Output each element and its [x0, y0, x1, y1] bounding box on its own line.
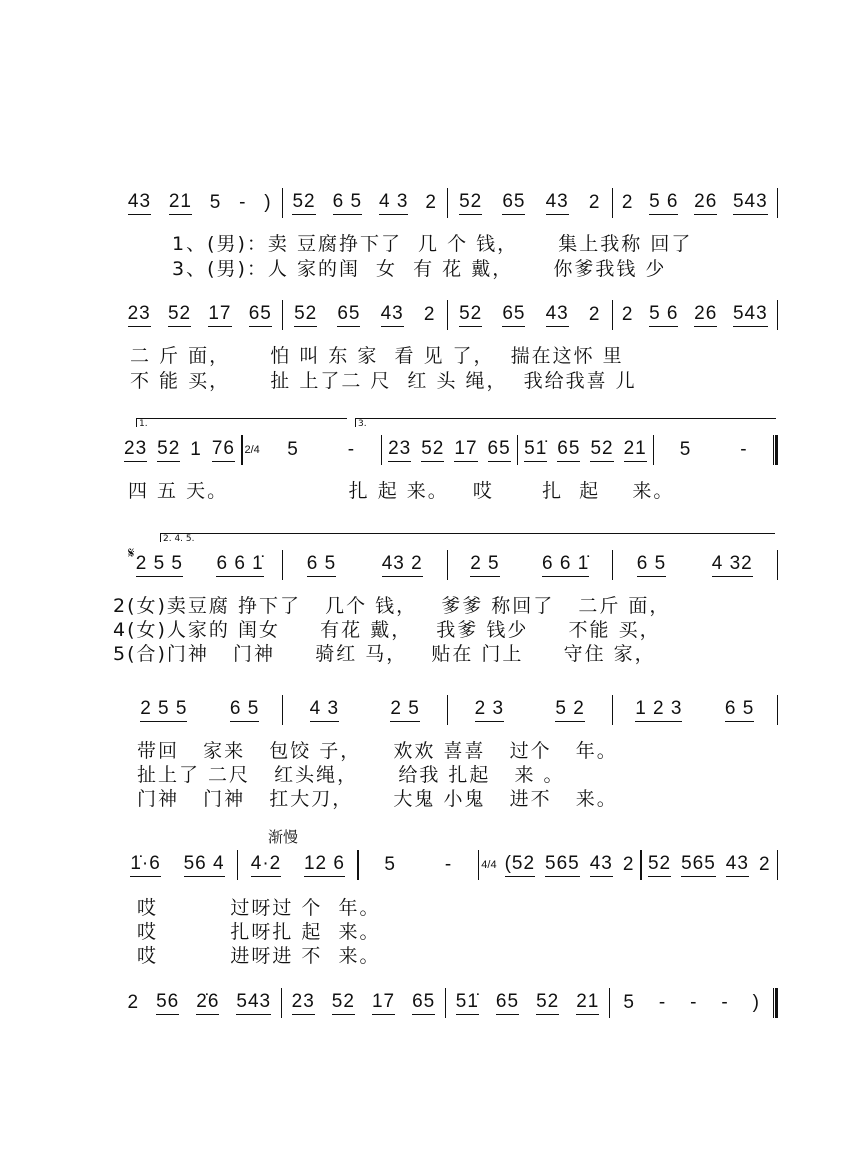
note-group: )	[264, 192, 272, 213]
lyric-line: 5(合)门神 门神 骑红 马， 贴在 门上 守住 家，	[113, 643, 656, 665]
lyrics-block-6	[137, 896, 380, 968]
barline	[777, 300, 779, 330]
note-group: 565	[545, 853, 580, 877]
measure	[610, 992, 773, 1014]
lyrics-block-5	[137, 739, 618, 811]
note-group: 52	[168, 303, 191, 327]
measure	[118, 438, 241, 462]
measure	[118, 698, 282, 722]
note-group: 52	[157, 438, 180, 462]
note-group: 2	[622, 854, 635, 875]
note-group: 65	[502, 191, 525, 215]
note-group: 21	[576, 991, 599, 1015]
note-group: 43	[546, 303, 569, 327]
note-group: 1	[190, 439, 202, 460]
notation-row	[118, 850, 778, 880]
note-group: 2 5 5	[140, 698, 187, 722]
note-group: 2 5 5	[136, 553, 183, 577]
note-group: 2	[621, 304, 634, 325]
note-group: 26	[694, 303, 717, 327]
barline	[241, 435, 243, 465]
volta-3: 3.	[355, 418, 776, 427]
notation-row	[118, 550, 778, 580]
note-group: 6 5	[333, 191, 362, 215]
lyric-line: 4(女)人家的 闺女 有花 戴， 我爹 钱少 不能 买，	[113, 619, 661, 641]
note-group: 5 6	[649, 303, 678, 327]
note-group: 2	[588, 192, 601, 213]
measure	[446, 991, 609, 1015]
measure	[642, 853, 777, 877]
barline	[777, 188, 779, 218]
lyric-line: 2(女)卖豆腐 挣下了 几个 钱， 爹爹 称回了 二斤 面，	[113, 595, 671, 617]
note-group: 26	[694, 191, 717, 215]
tempo-mark: 渐慢	[268, 828, 299, 846]
note-group: 5 6	[649, 191, 678, 215]
note-group: 6 5	[230, 698, 259, 722]
note-group: 2	[758, 854, 771, 875]
note-group: 5 2	[555, 698, 584, 722]
measure	[448, 698, 612, 722]
note-group: -	[347, 439, 356, 460]
lyric-line: 带回 家来 包饺 子， 欢欢 喜喜 过个 年。	[137, 740, 618, 762]
note-group: 52	[294, 303, 317, 327]
note-group: 65	[249, 303, 272, 327]
note-group: 543	[733, 191, 768, 215]
note-group: 23	[124, 438, 147, 462]
measure	[118, 853, 237, 877]
note-group: 5	[209, 192, 222, 213]
note-group: 23	[388, 438, 411, 462]
note-group: -	[690, 992, 698, 1013]
lyric-line: 四 五 天。 扎 起 来。 哎 扎 起 来。	[128, 480, 675, 502]
note-group: 52	[332, 991, 355, 1015]
lyrics-block-2	[130, 344, 637, 394]
note-group: )	[752, 992, 760, 1013]
note-group: 43	[590, 853, 613, 877]
note-group: 6 5	[725, 698, 754, 722]
measure	[448, 191, 612, 215]
note-group: 4 3	[310, 698, 339, 722]
measure	[448, 303, 612, 327]
note-group: 1̇·6	[130, 853, 160, 877]
lyrics-block-3	[128, 479, 674, 504]
note-group: 65	[496, 991, 519, 1015]
note-group: 52	[536, 991, 559, 1015]
time-signature: 4/4	[481, 858, 497, 871]
lyric-line: 哎 过呀过 个 年。	[137, 897, 381, 919]
note-group: 65	[337, 303, 360, 327]
volta-2-4-5: 2. 4. 5.	[160, 533, 775, 542]
lyric-line: 不 能 买， 扯 上了二 尺 红 头 绳， 我给我喜 儿	[130, 370, 637, 392]
measure	[282, 991, 445, 1015]
barline	[777, 850, 779, 880]
measure	[518, 438, 653, 462]
note-group: 17	[454, 438, 477, 462]
measure	[382, 438, 517, 462]
measure	[118, 991, 281, 1015]
lyric-line: 二 斤 面， 怕 叫 东 家 看 见 了， 揣在这怀 里	[130, 345, 624, 367]
note-group: -	[721, 992, 729, 1013]
note-group: 543	[236, 991, 271, 1015]
note-group: 65	[488, 438, 511, 462]
measure	[118, 303, 282, 327]
note-group: 65	[412, 991, 435, 1015]
note-group: 4 3	[379, 191, 408, 215]
note-group: -	[658, 992, 667, 1013]
note-group: 6 5	[307, 553, 336, 577]
note-group: 4·2	[251, 853, 281, 877]
lyric-line: 3、(男)：人 家的闺 女 有 花 戴， 你爹我钱 少	[172, 258, 667, 280]
note-group: 51̇	[456, 991, 479, 1015]
measure	[499, 853, 641, 877]
measure	[613, 553, 777, 577]
note-group: 76	[212, 438, 235, 462]
note-group: 5	[679, 439, 692, 460]
note-group: 2	[423, 304, 436, 325]
note-group: 56 4	[184, 853, 225, 877]
lyrics-block-4	[113, 594, 670, 666]
measure	[613, 191, 777, 215]
measure	[613, 698, 777, 722]
measure	[654, 439, 773, 461]
barline	[773, 435, 778, 465]
note-group: -	[444, 854, 453, 875]
segno-sign: 𝄋	[128, 544, 135, 562]
measure	[283, 191, 447, 215]
note-group: 23	[292, 991, 315, 1015]
note-group: 43	[128, 191, 151, 215]
barline	[773, 988, 778, 1018]
lyric-line: 门神 门神 扛大刀， 大鬼 小鬼 进不 来。	[137, 788, 618, 810]
measure	[613, 303, 777, 327]
note-group: 52	[421, 438, 444, 462]
note-group: -	[239, 192, 247, 213]
note-group: 56	[156, 991, 179, 1015]
note-group: 4 32	[712, 553, 753, 577]
notation-row	[118, 300, 778, 330]
note-group: 565	[681, 853, 716, 877]
time-signature: 2/4	[244, 443, 260, 456]
note-group: 5	[287, 439, 299, 460]
note-group: 2	[425, 192, 437, 213]
note-group: 43	[546, 191, 569, 215]
note-group: 52	[292, 191, 315, 215]
note-group: 2 5	[390, 698, 419, 722]
barline	[777, 550, 779, 580]
note-group: -	[740, 439, 748, 460]
note-group: 543	[733, 303, 768, 327]
note-group: 1 2 3	[635, 698, 682, 722]
notation-row	[118, 435, 778, 465]
note-group: 6 6 1̇	[216, 553, 263, 577]
measure	[283, 698, 447, 722]
note-group: 2	[588, 304, 601, 325]
note-group: 12 6	[304, 853, 345, 877]
lyric-line: 扯上了 二尺 红头绳， 给我 扎起 来 。	[137, 764, 565, 786]
measure	[262, 439, 381, 461]
barline	[478, 850, 480, 880]
note-group: 2 3	[475, 698, 504, 722]
notation-row	[118, 988, 778, 1018]
note-group: 6 5	[637, 553, 666, 577]
note-group: 17	[372, 991, 395, 1015]
measure	[283, 303, 447, 327]
note-group: 65	[557, 438, 580, 462]
note-group: 17	[208, 303, 231, 327]
measure	[283, 553, 447, 577]
note-group: 6 6 1̇	[542, 553, 589, 577]
measure	[238, 853, 357, 877]
measure	[118, 191, 282, 215]
note-group: 65	[502, 303, 525, 327]
barline	[777, 695, 779, 725]
measure	[359, 854, 478, 876]
note-group: 2	[127, 992, 140, 1013]
lyrics-block-1	[172, 232, 692, 282]
note-group: 52	[590, 438, 613, 462]
note-group: 2̇6	[196, 991, 219, 1015]
note-group: 5	[623, 992, 635, 1013]
volta-1: 1.	[136, 418, 347, 427]
note-group: 43 2	[382, 553, 423, 577]
note-group: 2	[621, 192, 634, 213]
notation-row	[118, 695, 778, 725]
lyric-line: 哎 进呀进 不 来。	[137, 945, 381, 967]
note-group: 23	[128, 303, 151, 327]
measure	[448, 553, 612, 577]
note-group: 5	[384, 854, 396, 875]
notation-row	[118, 188, 778, 218]
note-group: 21	[169, 191, 192, 215]
note-group: 43	[381, 303, 404, 327]
lyric-line: 哎 扎呀扎 起 来。	[137, 921, 381, 943]
lyric-line: 1、(男)：卖 豆腐挣下了 几 个 钱， 集上我称 回了	[172, 233, 693, 255]
note-group: 2 5	[470, 553, 499, 577]
note-group: 21	[624, 438, 647, 462]
note-group: 52	[459, 303, 482, 327]
note-group: 51̇	[524, 438, 547, 462]
measure	[118, 553, 282, 577]
note-group: 52	[648, 853, 671, 877]
note-group: 52	[459, 191, 482, 215]
note-group: 43	[726, 853, 749, 877]
note-group: (52	[505, 853, 535, 877]
